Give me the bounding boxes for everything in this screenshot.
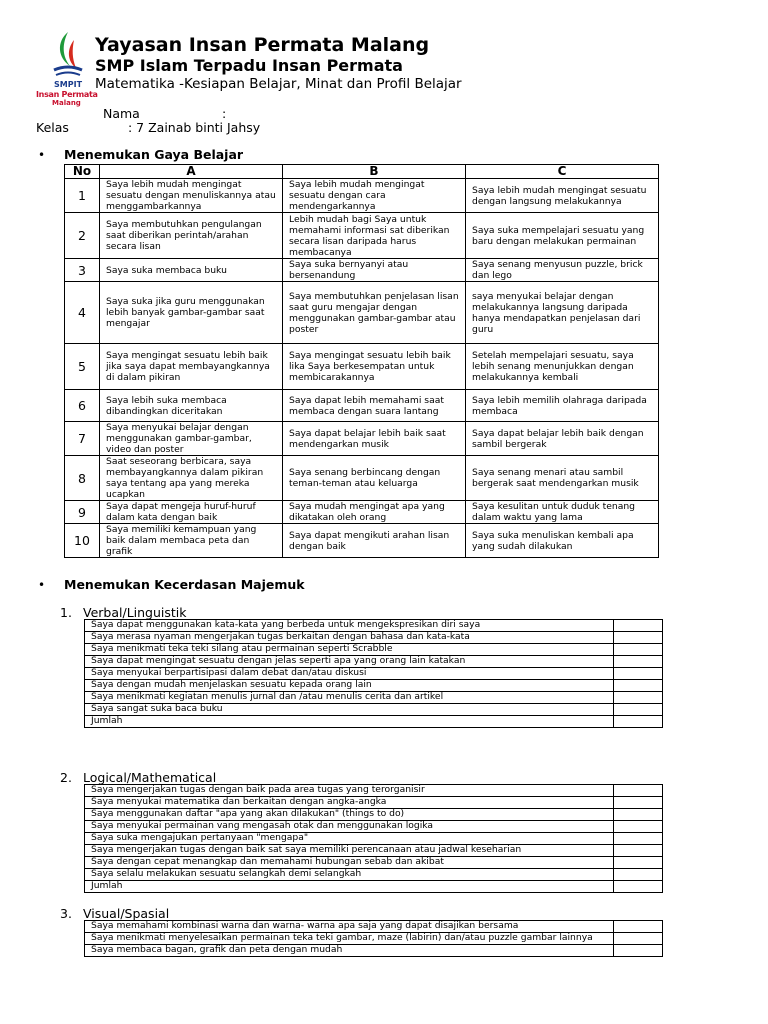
score-cell[interactable] — [614, 680, 663, 692]
statement-row — [85, 644, 663, 656]
gaya-cell-no: 3 — [65, 259, 100, 282]
statement-row — [85, 869, 663, 881]
visual-table — [84, 920, 663, 957]
gaya-cell-b: Lebih mudah bagi Saya untuk memahami informasi sat diberikan secara lisan daripada harus membacanya — [283, 213, 466, 259]
class-value: : 7 Zainab binti Jahsy — [128, 120, 261, 135]
score-cell[interactable] — [614, 785, 663, 797]
statement-text: Saya mengerjakan tugas dengan baik pada area tugas yang terorganisir — [85, 785, 614, 797]
section-1-number: 1. — [60, 605, 72, 620]
statement-row — [85, 785, 663, 797]
statement-row — [85, 821, 663, 833]
bullet-icon: • — [38, 148, 46, 162]
gaya-cell-c: Saya suka mempelajari sesuatu yang baru dengan melakukan permainan — [466, 213, 659, 259]
statement-text: Saya suka mengajukan pertanyaan "mengapa" — [85, 833, 614, 845]
statement-text: Saya sangat suka baca buku — [85, 704, 614, 716]
verbal-table — [84, 619, 663, 728]
gaya-cell-no: 9 — [65, 501, 100, 524]
col-header-b: B — [283, 165, 466, 179]
statement-text: Saya menggunakan daftar "apa yang akan dilakukan" (things to do) — [85, 809, 614, 821]
gaya-cell-a: Saya suka jika guru menggunakan lebih banyak gambar-gambar saat mengajar — [100, 282, 283, 344]
score-cell[interactable] — [614, 881, 663, 893]
statement-text: Saya dengan mudah menjelaskan sesuatu kepada orang lain — [85, 680, 614, 692]
logo-text-city: Malang — [52, 99, 81, 107]
gaya-cell-b: Saya suka bernyanyi atau bersenandung — [283, 259, 466, 282]
statement-row — [85, 716, 663, 728]
gaya-cell-no: 10 — [65, 524, 100, 558]
gaya-cell-b: Saya membutuhkan penjelasan lisan saat guru mengajar dengan menggunakan gambar-gambar atau poster — [283, 282, 466, 344]
score-cell[interactable] — [614, 821, 663, 833]
score-cell[interactable] — [614, 668, 663, 680]
class-label: Kelas — [36, 120, 69, 135]
gaya-cell-no: 8 — [65, 456, 100, 501]
statement-text: Jumlah — [85, 716, 614, 728]
gaya-row — [65, 344, 659, 390]
statement-text: Saya selalu melakukan sesuatu selangkah demi selangkah — [85, 869, 614, 881]
statement-text: Saya dengan cepat menangkap dan memahami hubungan sebab dan akibat — [85, 857, 614, 869]
score-cell[interactable] — [614, 921, 663, 933]
score-cell[interactable] — [614, 933, 663, 945]
gaya-cell-c: Saya senang menyusun puzzle, brick dan lego — [466, 259, 659, 282]
score-cell[interactable] — [614, 656, 663, 668]
section-2-number: 2. — [60, 770, 72, 785]
score-cell[interactable] — [614, 945, 663, 957]
statement-row — [85, 845, 663, 857]
statement-text: Saya menikmati kegiatan menulis jurnal dan /atau menulis cerita dan artikel — [85, 692, 614, 704]
name-colon: : — [222, 106, 227, 121]
statement-text: Saya merasa nyaman mengerjakan tugas berkaitan dengan bahasa dan kata-kata — [85, 632, 614, 644]
school-title: SMP Islam Terpadu Insan Permata — [95, 56, 403, 75]
statement-row — [85, 692, 663, 704]
gaya-row — [65, 259, 659, 282]
statement-text: Saya menyukai berpartisipasi dalam debat dan/atau diskusi — [85, 668, 614, 680]
logo-text-name: Insan Permata — [36, 90, 98, 99]
gaya-cell-b: Saya mengingat sesuatu lebih baik lika Saya berkesempatan untuk membicarakannya — [283, 344, 466, 390]
statement-row — [85, 809, 663, 821]
gaya-cell-a: Saya membutuhkan pengulangan saat diberikan perintah/arahan secara lisan — [100, 213, 283, 259]
gaya-cell-a: Saya dapat mengeja huruf-huruf dalam kata dengan baik — [100, 501, 283, 524]
statement-text: Saya memahami kombinasi warna dan warna- warna apa saja yang dapat disajikan bersama — [85, 921, 614, 933]
gaya-row — [65, 524, 659, 558]
school-logo — [36, 30, 98, 110]
gaya-cell-a: Saya memiliki kemampuan yang baik dalam membaca peta dan grafik — [100, 524, 283, 558]
gaya-cell-no: 6 — [65, 390, 100, 422]
statement-row — [85, 933, 663, 945]
logo-text-smpit: SMPIT — [54, 80, 83, 89]
score-cell[interactable] — [614, 845, 663, 857]
gaya-row — [65, 390, 659, 422]
kecerdasan-title: Menemukan Kecerdasan Majemuk — [64, 577, 305, 592]
score-cell[interactable] — [614, 716, 663, 728]
gaya-cell-a: Saya suka membaca buku — [100, 259, 283, 282]
gaya-cell-no: 2 — [65, 213, 100, 259]
score-cell[interactable] — [614, 704, 663, 716]
section-3-number: 3. — [60, 906, 72, 921]
gaya-cell-b: Saya dapat mengikuti arahan lisan dengan baik — [283, 524, 466, 558]
gaya-row — [65, 179, 659, 213]
gaya-cell-b: Saya dapat lebih memahami saat membaca dengan suara lantang — [283, 390, 466, 422]
section-1-title: Verbal/Linguistik — [83, 605, 187, 620]
statement-row — [85, 833, 663, 845]
gaya-row — [65, 282, 659, 344]
statement-text: Saya dapat mengingat sesuatu dengan jelas seperti apa yang orang lain katakan — [85, 656, 614, 668]
gaya-cell-c: Saya lebih mudah mengingat sesuatu dengan langsung melakukannya — [466, 179, 659, 213]
section-2-title: Logical/Mathematical — [83, 770, 217, 785]
gaya-cell-c: Saya dapat belajar lebih baik dengan sambil bergerak — [466, 422, 659, 456]
score-cell[interactable] — [614, 644, 663, 656]
gaya-cell-c: saya menyukai belajar dengan melakukannya langsung daripada hanya mendapatkan penjelasan dari guru — [466, 282, 659, 344]
statement-row — [85, 632, 663, 644]
gaya-row — [65, 422, 659, 456]
statement-text: Saya mengerjakan tugas dengan baik sat saya memiliki perencanaan atau jadwal keseharian — [85, 845, 614, 857]
section-3-title: Visual/Spasial — [83, 906, 170, 921]
gaya-cell-a: Saya lebih suka membaca dibandingkan diceritakan — [100, 390, 283, 422]
statement-text: Saya dapat menggunakan kata-kata yang berbeda untuk mengekspresikan diri saya — [85, 620, 614, 632]
subject-title: Matematika -Kesiapan Belajar, Minat dan Profil Belajar — [95, 76, 462, 92]
gaya-cell-c: Saya lebih memilih olahraga daripada membaca — [466, 390, 659, 422]
score-cell[interactable] — [614, 797, 663, 809]
gaya-cell-b: Saya dapat belajar lebih baik saat mendengarkan musik — [283, 422, 466, 456]
score-cell[interactable] — [614, 632, 663, 644]
score-cell[interactable] — [614, 857, 663, 869]
gaya-cell-a: Saya mengingat sesuatu lebih baik jika saya dapat membayangkannya di dalam pikiran — [100, 344, 283, 390]
statement-text: Saya menikmati menyelesaikan permainan teka teki gambar, maze (labirin) dan/atau puzzle gambar lainnya — [85, 933, 614, 945]
bullet-icon: • — [38, 578, 46, 592]
gaya-belajar-title: Menemukan Gaya Belajar — [64, 147, 244, 162]
score-cell[interactable] — [614, 869, 663, 881]
gaya-cell-c: Saya kesulitan untuk duduk tenang dalam waktu yang lama — [466, 501, 659, 524]
statement-row — [85, 680, 663, 692]
statement-row — [85, 797, 663, 809]
statement-row — [85, 620, 663, 632]
gaya-cell-a: Saya menyukai belajar dengan menggunakan gambar-gambar, video dan poster — [100, 422, 283, 456]
statement-text: Jumlah — [85, 881, 614, 893]
statement-row — [85, 668, 663, 680]
gaya-belajar-table — [64, 164, 659, 558]
gaya-cell-a: Saya lebih mudah mengingat sesuatu dengan menuliskannya atau menggambarkannya — [100, 179, 283, 213]
gaya-cell-b: Saya lebih mudah mengingat sesuatu dengan cara mendengarkannya — [283, 179, 466, 213]
name-label: Nama — [103, 106, 140, 121]
statement-text: Saya menikmati teka teki silang atau permainan seperti Scrabble — [85, 644, 614, 656]
gaya-cell-no: 7 — [65, 422, 100, 456]
col-header-no: No — [65, 165, 100, 179]
statement-row — [85, 656, 663, 668]
statement-text: Saya membaca bagan, grafik dan peta dengan mudah — [85, 945, 614, 957]
score-cell[interactable] — [614, 809, 663, 821]
gaya-cell-no: 5 — [65, 344, 100, 390]
statement-row — [85, 945, 663, 957]
logical-table — [84, 784, 663, 893]
col-header-a: A — [100, 165, 283, 179]
gaya-row — [65, 501, 659, 524]
gaya-cell-b: Saya mudah mengingat apa yang dikatakan oleh orang — [283, 501, 466, 524]
statement-row — [85, 921, 663, 933]
leaf-logo-icon — [48, 30, 88, 80]
gaya-cell-c: Setelah mempelajari sesuatu, saya lebih senang menunjukkan dengan melakukannya kembali — [466, 344, 659, 390]
statement-text: Saya menyukai permainan vang mengasah otak dan menggunakan logika — [85, 821, 614, 833]
score-cell[interactable] — [614, 833, 663, 845]
gaya-cell-c: Saya suka menuliskan kembali apa yang sudah dilakukan — [466, 524, 659, 558]
statement-row — [85, 857, 663, 869]
col-header-c: C — [466, 165, 659, 179]
statement-row — [85, 881, 663, 893]
statement-row — [85, 704, 663, 716]
score-cell[interactable] — [614, 620, 663, 632]
gaya-cell-no: 1 — [65, 179, 100, 213]
score-cell[interactable] — [614, 692, 663, 704]
gaya-cell-b: Saya senang berbincang dengan teman-teman atau keluarga — [283, 456, 466, 501]
gaya-cell-no: 4 — [65, 282, 100, 344]
gaya-row — [65, 456, 659, 501]
statement-text: Saya menyukai matematika dan berkaitan dengan angka-angka — [85, 797, 614, 809]
foundation-title: Yayasan Insan Permata Malang — [95, 34, 430, 56]
gaya-cell-c: Saya senang menari atau sambil bergerak saat mendengarkan musik — [466, 456, 659, 501]
gaya-cell-a: Saat seseorang berbicara, saya membayangkannya dalam pikiran saya tentang apa yang mereka ucapkan — [100, 456, 283, 501]
gaya-row — [65, 213, 659, 259]
